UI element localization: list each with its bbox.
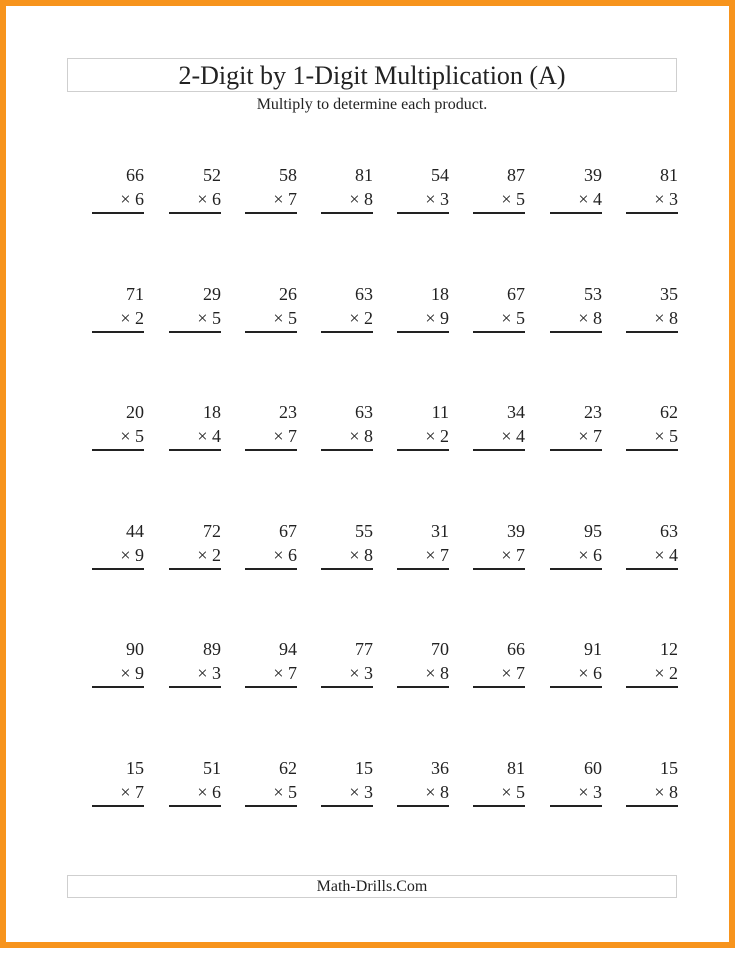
- multiplier: × 4: [501, 426, 525, 446]
- multiplicand: 91: [584, 639, 602, 659]
- multiplier: × 8: [349, 189, 373, 209]
- problem-2-8: [626, 283, 678, 331]
- multiplier: × 3: [654, 189, 678, 209]
- problem-4-5: [397, 520, 449, 568]
- multiplicand: 72: [203, 521, 221, 541]
- answer-line: [321, 331, 373, 333]
- answer-line: [245, 449, 297, 451]
- multiplicand: 67: [279, 521, 297, 541]
- multiplicand: 81: [507, 758, 525, 778]
- answer-line: [245, 212, 297, 214]
- multiplier: × 7: [425, 545, 449, 565]
- problem-1-6: [473, 164, 525, 212]
- problem-2-2: [169, 283, 221, 331]
- multiplier: × 3: [425, 189, 449, 209]
- multiplicand: 53: [584, 284, 602, 304]
- problem-5-6: [473, 638, 525, 686]
- problem-5-3: [245, 638, 297, 686]
- answer-line: [92, 449, 144, 451]
- multiplicand: 55: [355, 521, 373, 541]
- multiplicand: 15: [660, 758, 678, 778]
- multiplicand: 67: [507, 284, 525, 304]
- problem-4-2: [169, 520, 221, 568]
- answer-line: [245, 331, 297, 333]
- multiplier: × 7: [578, 426, 602, 446]
- multiplier: × 6: [273, 545, 297, 565]
- answer-line: [473, 212, 525, 214]
- multiplicand: 58: [279, 165, 297, 185]
- multiplier: × 7: [273, 663, 297, 683]
- multiplicand: 71: [126, 284, 144, 304]
- multiplier: × 5: [654, 426, 678, 446]
- problem-6-6: [473, 757, 525, 805]
- problem-3-5: [397, 401, 449, 449]
- multiplicand: 54: [431, 165, 449, 185]
- multiplicand: 36: [431, 758, 449, 778]
- multiplicand: 26: [279, 284, 297, 304]
- multiplicand: 63: [355, 284, 373, 304]
- answer-line: [550, 805, 602, 807]
- worksheet-title: 2-Digit by 1-Digit Multiplication (A): [178, 61, 566, 90]
- answer-line: [473, 449, 525, 451]
- answer-line: [321, 568, 373, 570]
- multiplier: × 3: [578, 782, 602, 802]
- problem-2-6: [473, 283, 525, 331]
- footer-text: Math-Drills.Com: [316, 878, 428, 895]
- problem-3-2: [169, 401, 221, 449]
- problem-6-5: [397, 757, 449, 805]
- problem-2-7: [550, 283, 602, 331]
- answer-line: [169, 686, 221, 688]
- problem-2-3: [245, 283, 297, 331]
- multiplicand: 15: [355, 758, 373, 778]
- problem-2-1: [92, 283, 144, 331]
- multiplicand: 12: [660, 639, 678, 659]
- multiplicand: 51: [203, 758, 221, 778]
- multiplicand: 18: [431, 284, 449, 304]
- problem-4-6: [473, 520, 525, 568]
- answer-line: [397, 449, 449, 451]
- problem-6-8: [626, 757, 678, 805]
- answer-line: [550, 212, 602, 214]
- answer-line: [626, 686, 678, 688]
- answer-line: [245, 686, 297, 688]
- multiplicand: 66: [126, 165, 144, 185]
- multiplicand: 62: [660, 402, 678, 422]
- answer-line: [550, 568, 602, 570]
- multiplier: × 2: [349, 308, 373, 328]
- problem-2-5: [397, 283, 449, 331]
- problem-5-4: [321, 638, 373, 686]
- answer-line: [397, 331, 449, 333]
- problem-1-2: [169, 164, 221, 212]
- multiplier: × 5: [501, 308, 525, 328]
- multiplier: × 6: [578, 663, 602, 683]
- multiplier: × 4: [578, 189, 602, 209]
- problem-4-1: [92, 520, 144, 568]
- answer-line: [473, 805, 525, 807]
- problem-4-3: [245, 520, 297, 568]
- multiplier: × 3: [349, 782, 373, 802]
- multiplicand: 44: [126, 521, 144, 541]
- problem-6-4: [321, 757, 373, 805]
- answer-line: [397, 805, 449, 807]
- multiplicand: 63: [660, 521, 678, 541]
- multiplier: × 6: [578, 545, 602, 565]
- problem-6-7: [550, 757, 602, 805]
- multiplicand: 35: [660, 284, 678, 304]
- problem-1-4: [321, 164, 373, 212]
- answer-line: [626, 331, 678, 333]
- problem-5-8: [626, 638, 678, 686]
- answer-line: [245, 568, 297, 570]
- problem-3-6: [473, 401, 525, 449]
- answer-line: [92, 805, 144, 807]
- multiplier: × 8: [654, 308, 678, 328]
- answer-line: [92, 212, 144, 214]
- multiplier: × 8: [425, 663, 449, 683]
- answer-line: [92, 686, 144, 688]
- problem-5-5: [397, 638, 449, 686]
- answer-line: [626, 449, 678, 451]
- multiplicand: 81: [660, 165, 678, 185]
- problem-6-3: [245, 757, 297, 805]
- multiplier: × 3: [197, 663, 221, 683]
- problem-6-2: [169, 757, 221, 805]
- multiplicand: 77: [355, 639, 373, 659]
- answer-line: [473, 686, 525, 688]
- multiplicand: 60: [584, 758, 602, 778]
- multiplicand: 34: [507, 402, 525, 422]
- answer-line: [550, 686, 602, 688]
- answer-line: [321, 805, 373, 807]
- multiplier: × 9: [120, 545, 144, 565]
- multiplier: × 8: [425, 782, 449, 802]
- answer-line: [169, 805, 221, 807]
- multiplier: × 7: [501, 663, 525, 683]
- problem-5-7: [550, 638, 602, 686]
- multiplicand: 29: [203, 284, 221, 304]
- answer-line: [169, 568, 221, 570]
- multiplier: × 6: [197, 189, 221, 209]
- multiplicand: 63: [355, 402, 373, 422]
- problem-2-4: [321, 283, 373, 331]
- multiplicand: 11: [431, 402, 449, 422]
- answer-line: [626, 568, 678, 570]
- problem-4-7: [550, 520, 602, 568]
- problem-1-8: [626, 164, 678, 212]
- answer-line: [397, 212, 449, 214]
- problem-3-7: [550, 401, 602, 449]
- multiplicand: 94: [279, 639, 297, 659]
- multiplier: × 9: [425, 308, 449, 328]
- multiplier: × 8: [654, 782, 678, 802]
- multiplicand: 95: [584, 521, 602, 541]
- multiplier: × 5: [273, 782, 297, 802]
- answer-line: [321, 212, 373, 214]
- multiplicand: 23: [279, 402, 297, 422]
- footer-box: [67, 875, 677, 898]
- problem-4-4: [321, 520, 373, 568]
- multiplicand: 23: [584, 402, 602, 422]
- multiplier: × 7: [273, 426, 297, 446]
- answer-line: [397, 686, 449, 688]
- multiplier: × 5: [501, 189, 525, 209]
- answer-line: [473, 331, 525, 333]
- problem-6-1: [92, 757, 144, 805]
- multiplier: × 7: [120, 782, 144, 802]
- problem-3-4: [321, 401, 373, 449]
- multiplier: × 5: [120, 426, 144, 446]
- problem-1-7: [550, 164, 602, 212]
- multiplier: × 5: [197, 308, 221, 328]
- multiplicand: 89: [203, 639, 221, 659]
- problem-grid: [6, 6, 735, 954]
- multiplicand: 66: [507, 639, 525, 659]
- problem-5-2: [169, 638, 221, 686]
- multiplicand: 90: [126, 639, 144, 659]
- multiplier: × 8: [349, 426, 373, 446]
- multiplier: × 3: [349, 663, 373, 683]
- multiplicand: 39: [584, 165, 602, 185]
- multiplicand: 81: [355, 165, 373, 185]
- answer-line: [92, 331, 144, 333]
- answer-line: [626, 805, 678, 807]
- answer-line: [550, 331, 602, 333]
- answer-line: [397, 568, 449, 570]
- problem-5-1: [92, 638, 144, 686]
- multiplier: × 7: [501, 545, 525, 565]
- multiplier: × 2: [197, 545, 221, 565]
- problem-1-1: [92, 164, 144, 212]
- answer-line: [169, 449, 221, 451]
- answer-line: [321, 686, 373, 688]
- answer-line: [169, 212, 221, 214]
- multiplicand: 87: [507, 165, 525, 185]
- multiplicand: 31: [431, 521, 449, 541]
- answer-line: [473, 568, 525, 570]
- problem-4-8: [626, 520, 678, 568]
- multiplicand: 15: [126, 758, 144, 778]
- answer-line: [626, 212, 678, 214]
- multiplier: × 6: [120, 189, 144, 209]
- problem-1-5: [397, 164, 449, 212]
- multiplier: × 4: [654, 545, 678, 565]
- multiplicand: 52: [203, 165, 221, 185]
- multiplier: × 4: [197, 426, 221, 446]
- problem-3-1: [92, 401, 144, 449]
- multiplicand: 70: [431, 639, 449, 659]
- multiplier: × 8: [578, 308, 602, 328]
- problem-3-3: [245, 401, 297, 449]
- problem-1-3: [245, 164, 297, 212]
- multiplicand: 20: [126, 402, 144, 422]
- multiplier: × 8: [349, 545, 373, 565]
- answer-line: [92, 568, 144, 570]
- multiplier: × 5: [273, 308, 297, 328]
- multiplicand: 39: [507, 521, 525, 541]
- worksheet-instructions: Multiply to determine each product.: [256, 96, 488, 113]
- multiplier: × 2: [654, 663, 678, 683]
- multiplier: × 6: [197, 782, 221, 802]
- multiplier: × 9: [120, 663, 144, 683]
- multiplicand: 18: [203, 402, 221, 422]
- multiplier: × 2: [425, 426, 449, 446]
- answer-line: [550, 449, 602, 451]
- multiplicand: 62: [279, 758, 297, 778]
- multiplier: × 5: [501, 782, 525, 802]
- answer-line: [245, 805, 297, 807]
- answer-line: [169, 331, 221, 333]
- answer-line: [321, 449, 373, 451]
- multiplier: × 7: [273, 189, 297, 209]
- problem-3-8: [626, 401, 678, 449]
- multiplier: × 2: [120, 308, 144, 328]
